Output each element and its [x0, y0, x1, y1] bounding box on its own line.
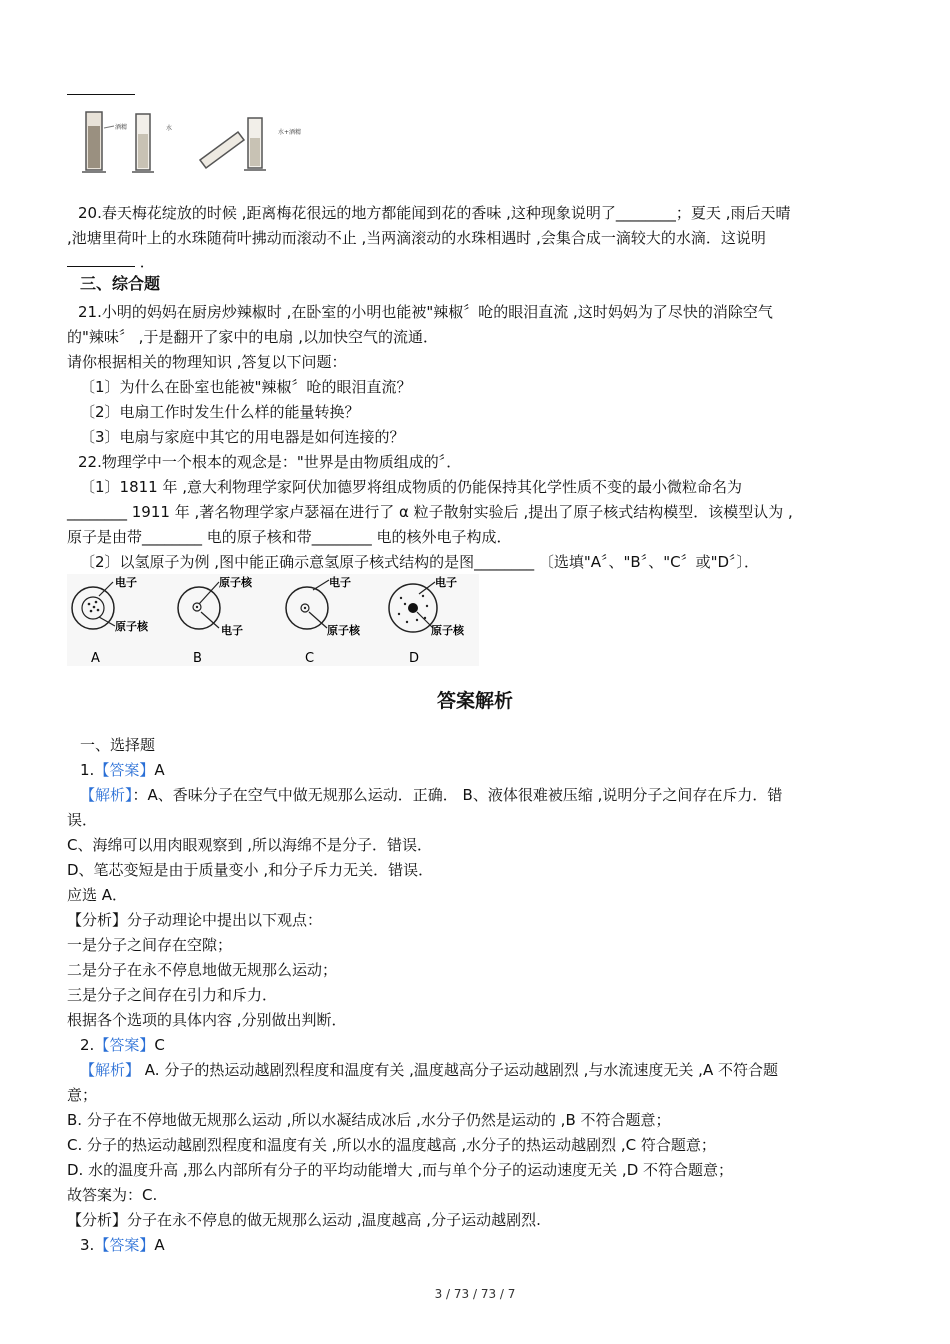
svg-text:原子核: 原子核 [327, 624, 360, 637]
answer-3-header [80, 1235, 165, 1255]
answer-1-line-5: 应选 A． [67, 886, 128, 904]
answer-2-line-4: C. 分子的热运动越剧烈程度和温度有关 ,所以水的温度越高 ,水分子的热运动越剧烈 ,C 符合题意； [67, 1136, 716, 1154]
answer-1-line-2: 误． [67, 811, 98, 829]
q21-sub-2: 〔2〕电扇工作时发生什么样的能量转换？ [80, 403, 360, 421]
answer-1-value: A [154, 761, 165, 779]
answer-3-tag: 【答案】 [94, 1236, 155, 1254]
answers-section-1: 一、选择题 [80, 736, 156, 754]
q22-line-1: 22.物理学中一个根本的观念是："世界是由物质组成的〞． [78, 453, 462, 471]
answer-2-value: C [154, 1036, 165, 1054]
q22-line-2: 〔1〕1811 年 ,意大利物理学家阿伏加德罗将组成物质的仍能保持其化学性质不变的最小微粒命名为 [80, 478, 743, 496]
cylinder-left [82, 112, 106, 172]
answer-3-number: 3. [80, 1236, 95, 1254]
answer-2-jiexi-tag: 【解析】 [80, 1061, 141, 1079]
svg-text:C: C [305, 651, 315, 666]
answer-1-line-10: 根据各个选项的具体内容 ,分别做出判断． [67, 1011, 347, 1029]
answer-2-line-2: 意； [67, 1086, 98, 1104]
answer-1-header [80, 760, 165, 780]
answer-1-line-9: 三是分子之间存在引力和斥力． [67, 986, 278, 1004]
q20-line-2: ,池塘里荷叶上的水珠随荷叶拂动而滚动不止 ,当两滴滚动的水珠相遇时 ,会集合成一滴较大的水滴．这说明 [67, 229, 766, 247]
answer-1-line-6: 【分析】分子动理论中提出以下观点： [67, 911, 323, 929]
svg-text:原子核: 原子核 [219, 576, 252, 589]
q22-line-3: ________ 1911 年 ,著名物理学家卢瑟福在进行了 α 粒子散射实验后 ,提出了原子核式结构模型．该模型认为 , [67, 503, 793, 521]
q20-line-1: 20.春天梅花绽放的时候 ,距离梅花很远的地方都能闻到花的香味 ,这种现象说明了________；夏天 ,雨后天晴 [78, 204, 791, 222]
atom-model-figure [67, 574, 479, 666]
answer-1-line-7: 一是分子之间存在空隙； [67, 936, 233, 954]
page-number: 3 / 73 / 73 / 7 [434, 1287, 516, 1301]
answer-2-number: 2. [80, 1036, 95, 1054]
tilted-tube [200, 132, 244, 168]
q21-line-3: 请你根据相关的物理知识 ,答复以下问题： [67, 353, 347, 371]
answer-blank-top [67, 94, 135, 95]
answer-3-value: A [154, 1236, 165, 1254]
answer-1-number: 1. [80, 761, 95, 779]
cylinder-right [244, 118, 266, 170]
svg-text:A: A [91, 651, 100, 666]
answer-2-jiexi-line-1 [80, 1060, 778, 1080]
answer-2-line-6: 故答案为：C. [67, 1186, 158, 1204]
answer-2-jiexi-text: A. 分子的热运动越剧烈程度和温度有关 ,温度越高分子运动越剧烈 ,与水流速度无关 ,A 不符合题 [144, 1061, 778, 1079]
svg-text:D: D [409, 651, 420, 666]
answer-2-tag: 【答案】 [94, 1036, 155, 1054]
answer-2-header [80, 1035, 165, 1055]
q21-sub-3: 〔3〕电扇与家庭中其它的用电器是如何连接的？ [80, 428, 405, 446]
label-water-alcohol: 水+酒精 [278, 129, 302, 136]
svg-text:电子: 电子 [435, 576, 457, 589]
test-tube-figure [80, 108, 315, 180]
svg-text:原子核: 原子核 [115, 620, 148, 633]
answer-1-jiexi-line-1 [80, 785, 782, 805]
svg-text:电子: 电子 [329, 576, 351, 589]
answer-1-line-3: C、海绵可以用肉眼观察到 ,所以海绵不是分子．错误． [67, 836, 433, 854]
answer-1-jiexi-tag: 【解析】 [80, 786, 133, 804]
q20-line-3-end: ． [139, 253, 155, 271]
label-line-alcohol [104, 126, 114, 128]
label-water: 水 [166, 125, 173, 132]
label-alcohol: 酒精 [115, 124, 128, 131]
answer-1-jiexi-text: ：A、香味分子在空气中做无规那么运动．正确． B、液体很难被压缩 ,说明分子之间存在斥力．错 [132, 786, 783, 804]
q21-line-1: 21.小明的妈妈在厨房炒辣椒时 ,在卧室的小明也能被"辣椒〞呛的眼泪直流 ,这时妈妈为了尽快的消除空气 [78, 303, 773, 321]
svg-text:原子核: 原子核 [431, 624, 464, 637]
svg-text:电子: 电子 [115, 576, 137, 589]
svg-text:电子: 电子 [221, 624, 243, 637]
answers-title: 答案解析 [436, 690, 513, 712]
q21-line-2: 的"辣味〞 ,于是翻开了家中的电扇 ,以加快空气的流通． [67, 328, 438, 346]
svg-text:B: B [193, 651, 202, 666]
q22-line-5: 〔2〕以氢原子为例 ,图中能正确示意氢原子核式结构的是图________ 〔选填"A〞、"B〞、"C〞或"D〞〕． [80, 553, 760, 571]
answer-2-line-5: D. 水的温度升高 ,那么内部所有分子的平均动能增大 ,而与单个分子的运动速度无关 ,D 不符合题意； [67, 1161, 734, 1179]
answer-2-line-3: B. 分子在不停地做无规那么运动 ,所以水凝结成冰后 ,水分子仍然是运动的 ,B 不符合题意； [67, 1111, 671, 1129]
section-3-heading: 三、综合题 [80, 274, 161, 293]
answer-1-line-8: 二是分子在永不停息地做无规那么运动； [67, 961, 338, 979]
q22-line-4: 原子是由带________ 电的原子核和带________ 电的核外电子构成． [67, 528, 512, 546]
answer-2-line-7: 【分析】分子在永不停息的做无规那么运动 ,温度越高 ,分子运动越剧烈. [67, 1211, 541, 1229]
answer-1-line-4: D、笔芯变短是由于质量变小 ,和分子斥力无关．错误． [67, 861, 434, 879]
q20-line-3 [67, 252, 155, 272]
q20-blank [67, 252, 135, 267]
answer-1-tag: 【答案】 [94, 761, 155, 779]
q21-sub-1: 〔1〕为什么在卧室也能被"辣椒〞呛的眼泪直流？ [80, 378, 412, 396]
cylinder-middle [132, 114, 154, 172]
